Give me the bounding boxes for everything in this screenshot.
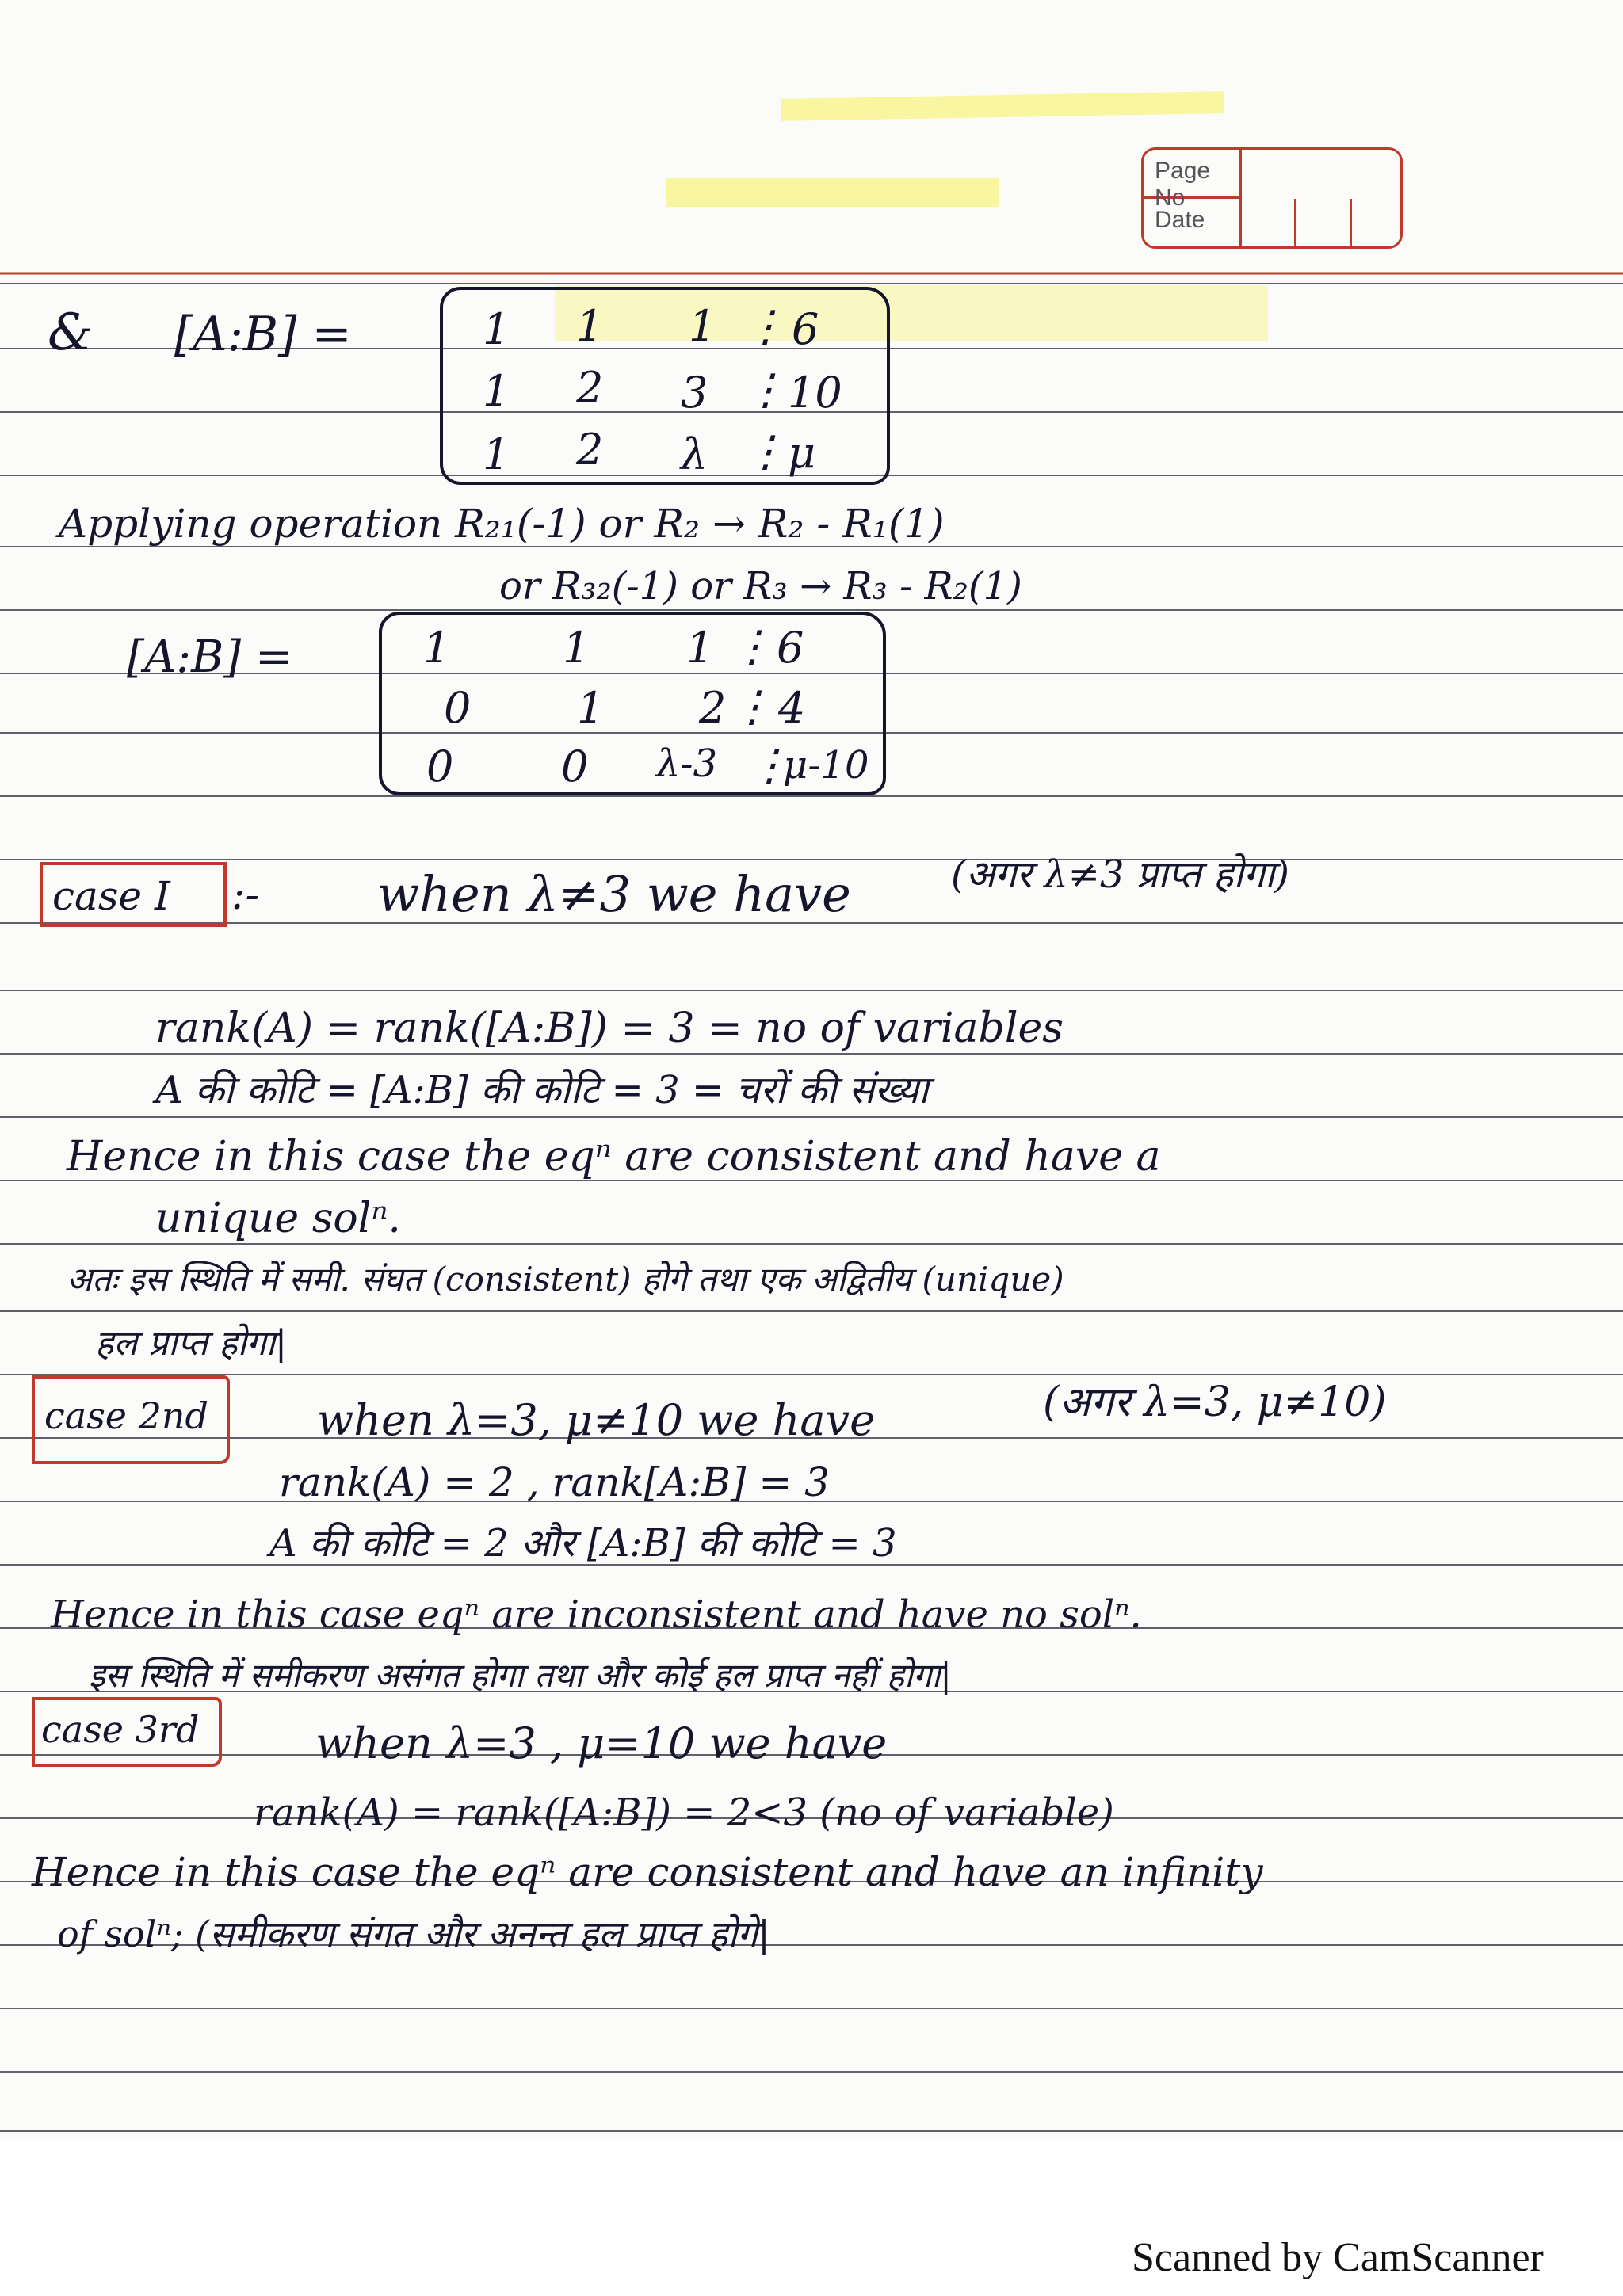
matrix-cell: 0 — [444, 683, 472, 733]
matrix-separator: ⋮ — [748, 740, 791, 790]
matrix-cell: 4 — [778, 683, 806, 733]
case3-line-1: rank(A) = rank([A:B]) = 2<3 (no of variable) — [254, 1791, 1114, 1835]
date-divider — [1294, 199, 1296, 248]
page-no-label: Page No — [1144, 150, 1242, 199]
matrix-cell: 2 — [576, 363, 604, 413]
matrix-cell: 1 — [686, 623, 714, 673]
matrix-separator: ⋮ — [744, 364, 787, 414]
matrix-cell: 1 — [483, 366, 510, 416]
matrix-cell: 1 — [563, 623, 590, 673]
case3-heading: when λ=3 , μ=10 we have — [315, 1718, 888, 1768]
case2-line-4: इस स्थिति में समीकरण असंगत होगा तथा और कोई हल प्राप्त नहीं होगा| — [89, 1656, 952, 1695]
matrix-cell: 0 — [426, 742, 454, 791]
case1-suffix: :- — [231, 871, 260, 919]
scanner-watermark: Scanned by CamScanner — [1132, 2235, 1544, 2280]
case3-line-2: Hence in this case the eqⁿ are consistent and have an infinity — [32, 1849, 1263, 1895]
matrix1 — [440, 287, 890, 485]
matrix-cell: 2 — [576, 425, 604, 475]
matrix2-label: [A:B] = — [127, 631, 292, 683]
and-symbol: & — [48, 303, 93, 362]
operation-line-1: Applying operation R₂₁(-1) or R₂ → R₂ - R₁(1) — [59, 501, 945, 547]
matrix1-label: [A:B] = — [174, 307, 352, 362]
case1-line-4: unique solⁿ. — [155, 1195, 401, 1242]
case1-line-6: हल प्राप्त होगा| — [95, 1323, 287, 1363]
operation-line-2: or R₃₂(-1) or R₃ → R₃ - R₂(1) — [499, 564, 1022, 608]
matrix-cell: 1 — [423, 623, 451, 673]
matrix-cell: 1 — [576, 301, 604, 351]
matrix-cell: 1 — [483, 304, 510, 354]
case1-line-2: A की कोटि = [A:B] की कोटि = 3 = चरों की संख्या — [155, 1068, 929, 1112]
matrix-cell: 10 — [788, 368, 842, 418]
matrix-separator: ⋮ — [744, 426, 787, 476]
matrix-cell: 1 — [689, 301, 716, 351]
matrix-cell: λ-3 — [656, 742, 718, 786]
matrix-separator: ⋮ — [744, 301, 787, 351]
date-divider — [1350, 199, 1352, 248]
case2-label: case 2nd — [44, 1394, 208, 1437]
matrix-cell: 1 — [483, 429, 510, 479]
matrix-cell: 2 — [699, 683, 727, 733]
case1-heading: when λ≠3 we have — [377, 865, 851, 923]
case3-label: case 3rd — [41, 1708, 200, 1751]
matrix2 — [379, 612, 886, 795]
case2-line-1: rank(A) = 2 , rank[A:B] = 3 — [279, 1459, 830, 1505]
case1-line-5: अतः इस स्थिति में समी. संघत (consistent) होगे तथा एक अद्वितीय (unique) — [67, 1260, 1064, 1299]
case1-line-1: rank(A) = rank([A:B]) = 3 = no of variables — [155, 1005, 1064, 1052]
case1-label: case I — [52, 873, 170, 919]
case3-line-3: of solⁿ; (समीकरण संगत और अनन्त हल प्राप्त होगे| — [57, 1913, 770, 1955]
case1-line-3: Hence in this case the eqⁿ are consistent and have a — [67, 1133, 1161, 1180]
date-label: Date — [1144, 199, 1242, 248]
case1-hindi-note: (अगर λ≠3 प्राप्त होगा) — [951, 852, 1289, 897]
matrix-cell: μ — [788, 428, 816, 478]
matrix-cell: 0 — [561, 742, 589, 791]
matrix-cell: 3 — [681, 368, 708, 418]
matrix-cell: μ-10 — [783, 743, 869, 788]
case2-hindi-note: (अगर λ=3, μ≠10) — [1043, 1379, 1387, 1426]
case2-heading: when λ=3, μ≠10 we have — [317, 1395, 876, 1445]
case2-line-2: A की कोटि = 2 और [A:B] की कोटि = 3 — [269, 1521, 897, 1566]
page-date-box — [1141, 147, 1403, 249]
matrix-cell: 1 — [577, 683, 605, 733]
matrix-separator: ⋮ — [731, 621, 773, 671]
matrix-cell: 6 — [777, 623, 804, 673]
case2-line-3: Hence in this case eqⁿ are inconsistent and have no solⁿ. — [51, 1592, 1142, 1637]
matrix-separator: ⋮ — [731, 681, 773, 731]
highlight-mark — [666, 178, 999, 207]
matrix-cell: 6 — [792, 304, 819, 354]
matrix-cell: λ — [681, 429, 708, 479]
